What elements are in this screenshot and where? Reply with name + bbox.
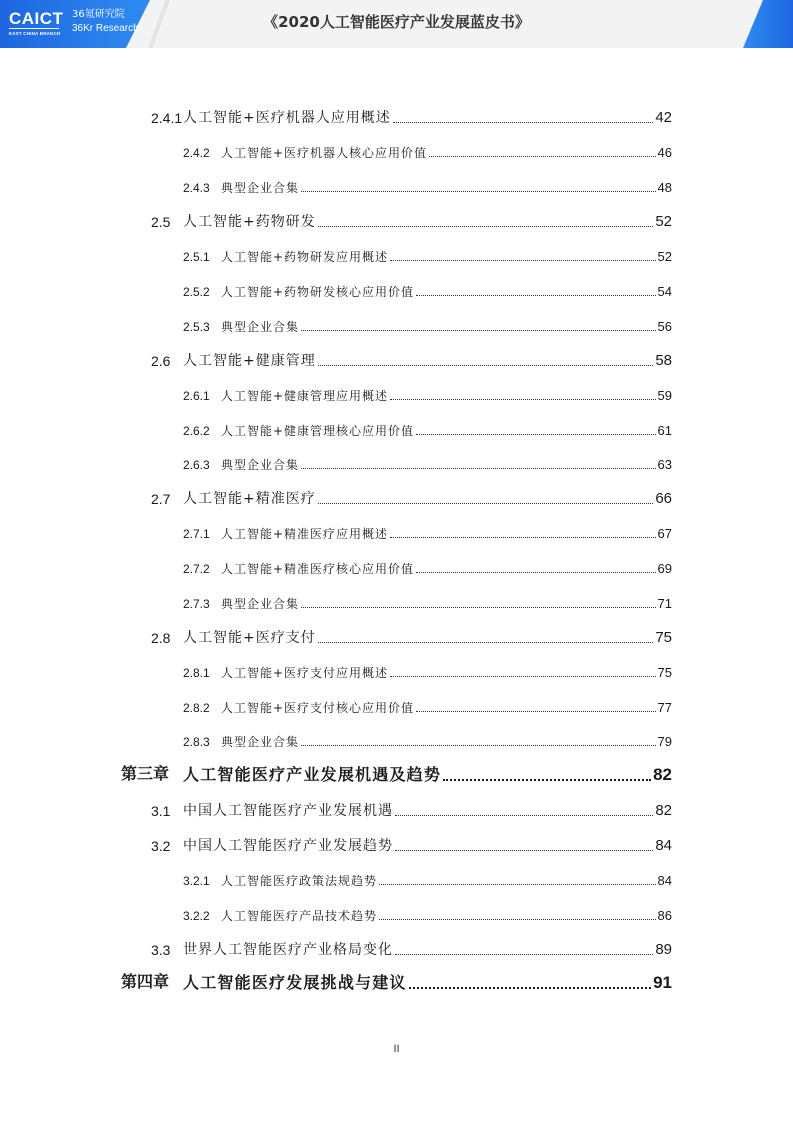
toc-entry-number: 2.7.1	[183, 527, 210, 541]
toc-entry[interactable]	[151, 353, 672, 368]
toc-entry-number: 2.8.3	[183, 735, 210, 749]
toc-entry[interactable]	[183, 874, 672, 887]
toc-entry[interactable]	[151, 110, 672, 125]
toc-entry-page: 69	[657, 561, 672, 576]
toc-entry[interactable]	[151, 630, 672, 645]
toc-entry-page: 82	[653, 765, 672, 784]
toc-entry-page: 61	[657, 423, 672, 438]
toc-entry-title: 典型企业合集	[221, 181, 300, 195]
toc-entry-page: 56	[657, 319, 672, 334]
toc-entry-title: 典型企业合集	[221, 735, 300, 749]
toc-entry[interactable]	[183, 320, 672, 333]
toc-entry-title: 人工智能+医疗支付	[183, 630, 316, 646]
toc-entry-number: 2.8.1	[183, 666, 210, 680]
toc-entry-number: 2.5	[151, 214, 171, 230]
toc-entry[interactable]	[183, 562, 672, 575]
toc-dot-leader	[390, 676, 655, 677]
toc-entry-number: 2.7.2	[183, 562, 210, 576]
toc-chapter-entry[interactable]	[121, 766, 672, 783]
toc-dot-leader	[301, 607, 656, 608]
toc-dot-leader	[395, 850, 653, 851]
toc-dot-leader	[390, 260, 655, 261]
toc-entry-page: 42	[655, 109, 672, 126]
toc-entry-number: 第四章	[121, 974, 170, 991]
toc-entry-page: 46	[657, 145, 672, 160]
toc-entry[interactable]	[183, 735, 672, 748]
toc-entry-title: 典型企业合集	[221, 458, 300, 472]
toc-dot-leader	[409, 987, 651, 989]
toc-entry-title: 人工智能+药物研发	[183, 214, 316, 230]
toc-entry-title: 人工智能+健康管理应用概述	[221, 389, 389, 403]
toc-entry-number: 2.6.1	[183, 389, 210, 403]
toc-entry-number: 2.4.1	[151, 110, 183, 126]
toc-entry-number: 2.6.2	[183, 424, 210, 438]
toc-entry-page: 75	[655, 629, 672, 646]
toc-entry-number: 2.6.3	[183, 458, 210, 472]
toc-entry-number: 3.1	[151, 803, 171, 819]
toc-entry-title: 人工智能医疗产业发展机遇及趋势	[183, 765, 442, 784]
toc-entry-title: 人工智能+药物研发核心应用价值	[221, 285, 415, 299]
toc-entry-number: 3.2	[151, 838, 171, 854]
toc-entry-title: 人工智能+医疗机器人核心应用价值	[221, 146, 428, 160]
toc-entry-title: 人工智能+医疗机器人应用概述	[183, 110, 391, 126]
toc-entry[interactable]	[183, 527, 672, 540]
toc-entry-number: 2.7.3	[183, 597, 210, 611]
toc-entry-page: 52	[655, 213, 672, 230]
toc-entry[interactable]	[183, 389, 672, 402]
toc-entry-title: 人工智能+精准医疗	[183, 491, 316, 507]
toc-dot-leader	[393, 122, 654, 123]
toc-entry[interactable]	[183, 250, 672, 263]
toc-entry-number: 3.3	[151, 942, 171, 958]
toc-entry-page: 84	[657, 873, 672, 888]
toc-entry[interactable]	[183, 146, 672, 159]
toc-dot-leader	[416, 711, 655, 712]
toc-entry-number: 2.7	[151, 491, 171, 507]
document-title: 《2020人工智能医疗产业发展蓝皮书》	[263, 13, 530, 31]
toc-entry[interactable]	[183, 458, 672, 471]
toc-entry[interactable]	[183, 909, 672, 922]
toc-dot-leader	[301, 468, 656, 469]
toc-entry-title: 人工智能+药物研发应用概述	[221, 250, 389, 264]
toc-entry-title: 人工智能医疗产品技术趋势	[221, 909, 378, 923]
toc-entry-page: 54	[657, 284, 672, 299]
toc-entry[interactable]	[151, 214, 672, 229]
caict-logo-subtext: EAST CHINA BRANCH	[9, 31, 61, 36]
toc-entry-page: 63	[657, 457, 672, 472]
toc-entry-title: 典型企业合集	[221, 320, 300, 334]
toc-entry-page: 79	[657, 734, 672, 749]
toc-entry[interactable]	[183, 285, 672, 298]
toc-dot-leader	[443, 779, 651, 781]
toc-entry-page: 77	[657, 700, 672, 715]
toc-entry-title: 人工智能+医疗支付应用概述	[221, 666, 389, 680]
toc-entry-page: 82	[655, 802, 672, 819]
toc-entry-page: 71	[657, 596, 672, 611]
toc-dot-leader	[390, 537, 655, 538]
toc-entry-title: 人工智能+医疗支付核心应用价值	[221, 701, 415, 715]
toc-entry[interactable]	[183, 597, 672, 610]
toc-dot-leader	[301, 330, 656, 331]
toc-entry-title: 典型企业合集	[221, 597, 300, 611]
toc-entry-page: 58	[655, 352, 672, 369]
toc-entry[interactable]	[183, 701, 672, 714]
toc-entry-page: 48	[657, 180, 672, 195]
toc-entry-page: 91	[653, 973, 672, 992]
toc-dot-leader	[416, 434, 655, 435]
toc-entry-page: 86	[657, 908, 672, 923]
toc-entry-number: 3.2.2	[183, 909, 210, 923]
toc-dot-leader	[301, 745, 656, 746]
toc-entry-page: 67	[657, 526, 672, 541]
toc-entry-page: 66	[655, 490, 672, 507]
toc-dot-leader	[318, 365, 654, 366]
toc-entry-title: 世界人工智能医疗产业格局变化	[183, 942, 393, 958]
toc-entry-number: 2.5.3	[183, 320, 210, 334]
toc-dot-leader	[390, 399, 655, 400]
toc-entry-number: 2.5.1	[183, 250, 210, 264]
toc-dot-leader	[301, 191, 656, 192]
toc-entry-number: 2.4.3	[183, 181, 210, 195]
toc-chapter-entry[interactable]	[121, 974, 672, 991]
toc-dot-leader	[318, 642, 654, 643]
toc-entry[interactable]	[183, 666, 672, 679]
toc-entry-title: 中国人工智能医疗产业发展趋势	[183, 838, 393, 854]
toc-dot-leader	[395, 954, 653, 955]
toc-entry-page: 59	[657, 388, 672, 403]
toc-entry[interactable]	[183, 181, 672, 194]
caict-logo: CAICT	[9, 9, 64, 28]
toc-entry-title: 人工智能+健康管理核心应用价值	[221, 424, 415, 438]
toc-entry-number: 2.4.2	[183, 146, 210, 160]
page-number: II	[393, 1043, 400, 1055]
toc-entry-title: 人工智能+健康管理	[183, 353, 316, 369]
toc-entry-page: 52	[657, 249, 672, 264]
toc-entry-number: 第三章	[121, 766, 170, 783]
toc-entry-page: 89	[655, 941, 672, 958]
toc-dot-leader	[429, 156, 655, 157]
toc-entry[interactable]	[151, 491, 672, 506]
toc-entry-title: 中国人工智能医疗产业发展机遇	[183, 803, 393, 819]
toc-dot-leader	[379, 919, 656, 920]
toc-dot-leader	[416, 295, 655, 296]
toc-entry-number: 2.5.2	[183, 285, 210, 299]
toc-dot-leader	[395, 815, 653, 816]
toc-dot-leader	[379, 884, 656, 885]
toc-entry-page: 84	[655, 837, 672, 854]
toc-entry-number: 2.6	[151, 353, 171, 369]
toc-entry-number: 2.8	[151, 630, 171, 646]
toc-dot-leader	[318, 226, 654, 227]
toc-entry-title: 人工智能+精准医疗核心应用价值	[221, 562, 415, 576]
toc-entry-number: 3.2.1	[183, 874, 210, 888]
toc-entry[interactable]	[151, 942, 672, 957]
toc-entry[interactable]	[151, 803, 672, 818]
toc-entry-page: 75	[657, 665, 672, 680]
toc-entry[interactable]	[151, 838, 672, 853]
partner-name-en: 36Kr Research	[72, 23, 139, 34]
partner-name-cn: 36氪研究院	[72, 9, 125, 20]
toc-entry-title: 人工智能医疗政策法规趋势	[221, 874, 378, 888]
toc-dot-leader	[416, 572, 655, 573]
toc-entry-title: 人工智能+精准医疗应用概述	[221, 527, 389, 541]
toc-entry-number: 2.8.2	[183, 701, 210, 715]
toc-entry[interactable]	[183, 424, 672, 437]
toc-entry-title: 人工智能医疗发展挑战与建议	[183, 973, 407, 992]
toc-dot-leader	[318, 503, 654, 504]
